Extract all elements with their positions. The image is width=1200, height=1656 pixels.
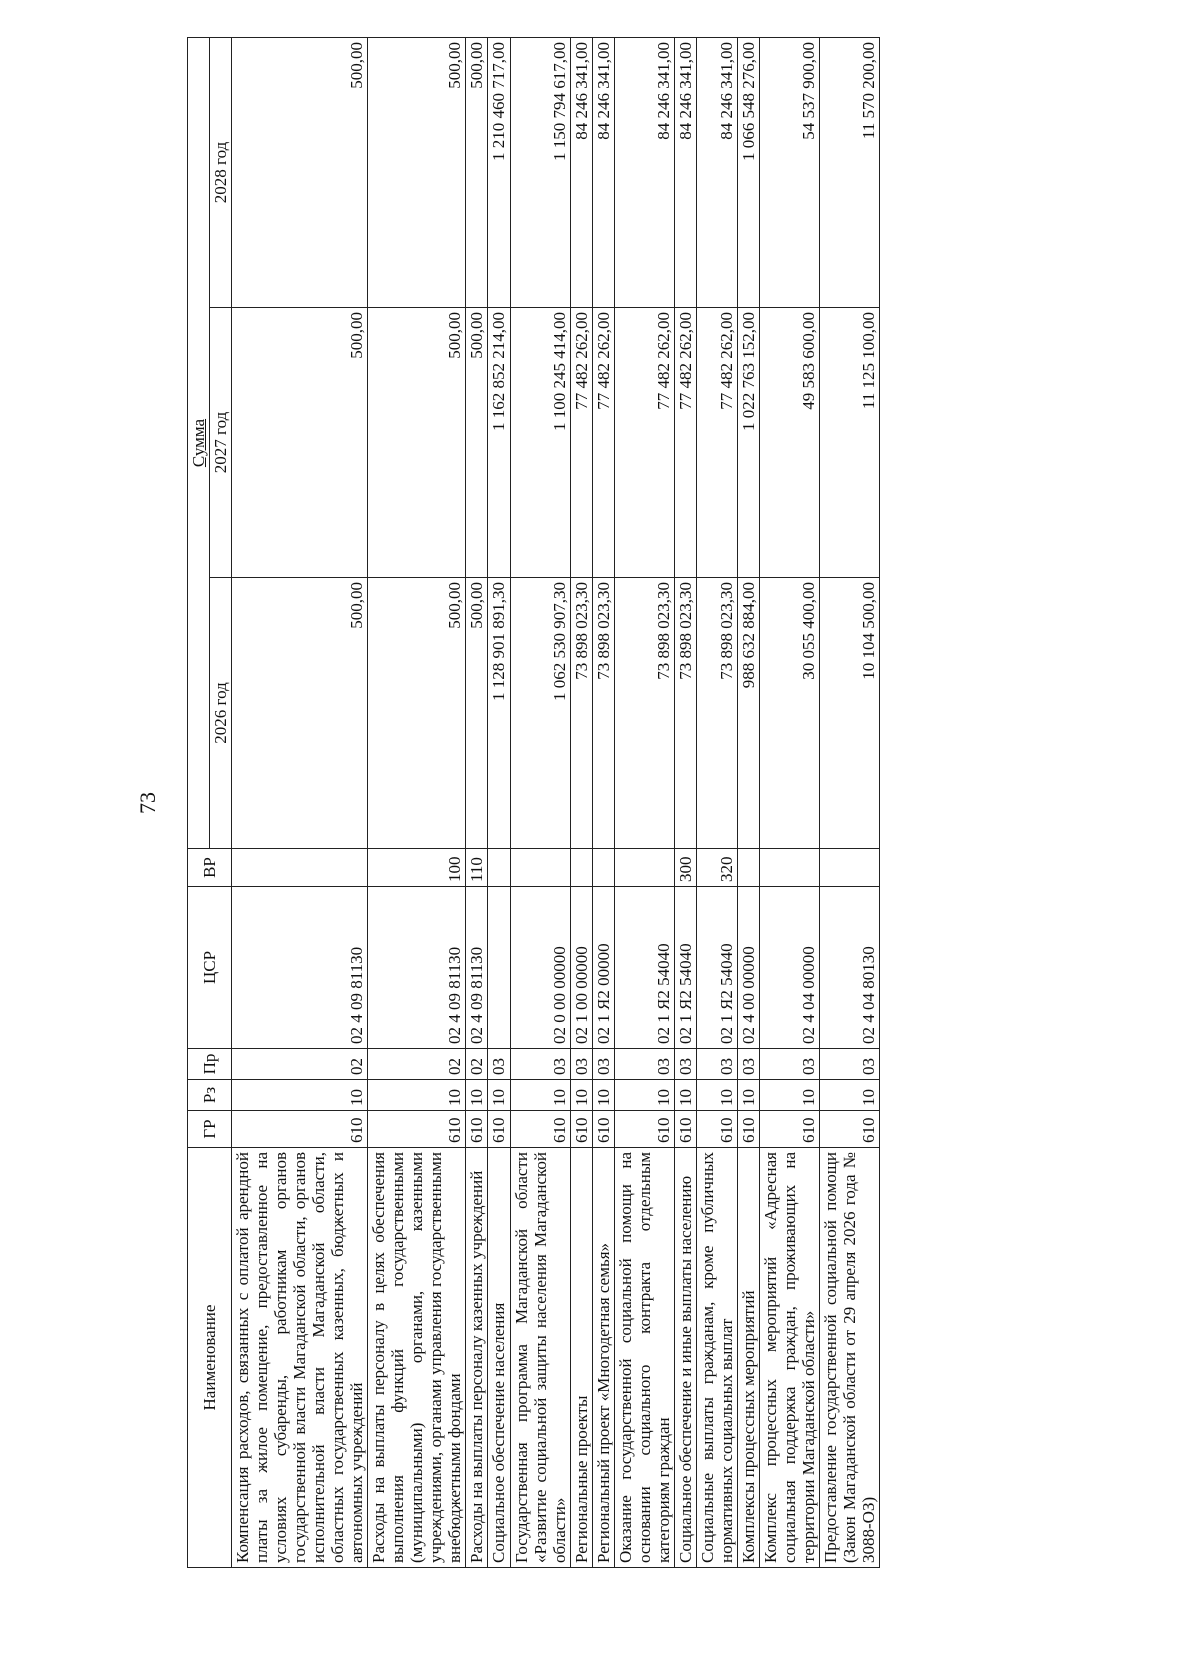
cell-csr [488,887,510,1049]
cell-gr: 610 [592,1111,614,1148]
cell-vr [232,849,368,887]
cell-y2028: 500,00 [232,38,368,308]
cell-name: Комплекс процессных мероприятий «Адресная социальная поддержка граждан, проживающих на территории Магаданской области» [759,1148,819,1568]
cell-y2027: 77 482 262,00 [570,308,592,578]
cell-gr: 610 [819,1111,879,1148]
cell-y2027: 1 100 245 414,00 [510,308,570,578]
cell-name: Региональные проекты [570,1148,592,1568]
cell-y2028: 11 570 200,00 [819,38,879,308]
cell-y2026: 10 104 500,00 [819,578,879,849]
cell-csr: 02 4 09 81130 [368,887,466,1049]
cell-y2026: 500,00 [232,578,368,849]
cell-csr: 02 1 Я2 54040 [696,887,737,1049]
cell-csr: 02 1 Я2 00000 [592,887,614,1049]
cell-rz: 10 [592,1080,614,1111]
cell-pr: 03 [696,1049,737,1080]
cell-pr: 03 [592,1049,614,1080]
cell-y2026: 500,00 [368,578,466,849]
header-rz: Рз [188,1080,232,1111]
cell-pr: 03 [488,1049,510,1080]
cell-gr: 610 [510,1111,570,1148]
table-row [819,38,879,1568]
cell-csr: 02 4 09 81130 [466,887,488,1049]
table-row [510,38,570,1568]
cell-y2027: 77 482 262,00 [674,308,696,578]
cell-rz: 10 [674,1080,696,1111]
cell-vr: 110 [466,849,488,887]
cell-gr: 610 [232,1111,368,1148]
cell-y2028: 84 246 341,00 [592,38,614,308]
header-gr: ГР [188,1111,232,1148]
cell-y2026: 73 898 023,30 [570,578,592,849]
table-row [696,38,737,1568]
cell-y2027: 77 482 262,00 [614,308,674,578]
cell-name: Социальное обеспечение населения [488,1148,510,1568]
cell-y2027: 500,00 [368,308,466,578]
cell-name: Государственная программа Магаданской области «Развитие социальной защиты населения Магаданской области» [510,1148,570,1568]
cell-pr: 02 [232,1049,368,1080]
table-row [759,38,819,1568]
cell-rz: 10 [368,1080,466,1111]
cell-csr: 02 4 04 00000 [759,887,819,1049]
header-name: Наименование [188,1148,232,1568]
cell-name: Предоставление государственной социальной помощи (Закон Магаданской области от 29 апреля 2026 года № 3088-ОЗ) [819,1148,879,1568]
cell-csr: 02 1 Я2 54040 [614,887,674,1049]
cell-pr: 03 [510,1049,570,1080]
cell-csr: 02 4 04 80130 [819,887,879,1049]
cell-name: Расходы на выплаты персоналу казенных учреждений [466,1148,488,1568]
cell-y2028: 54 537 900,00 [759,38,819,308]
cell-name: Оказание государственной социальной помощи на основании социального контракта отдельным категориям граждан [614,1148,674,1568]
cell-y2026: 73 898 023,30 [696,578,737,849]
cell-gr: 610 [759,1111,819,1148]
cell-pr: 03 [614,1049,674,1080]
cell-y2027: 77 482 262,00 [696,308,737,578]
table-row [232,38,368,1568]
cell-rz: 10 [466,1080,488,1111]
cell-name: Социальное обеспечение и иные выплаты населению [674,1148,696,1568]
cell-csr: 02 0 00 00000 [510,887,570,1049]
cell-y2028: 500,00 [466,38,488,308]
cell-y2026: 30 055 400,00 [759,578,819,849]
header-2027: 2027 год [210,308,232,578]
cell-vr: 100 [368,849,466,887]
table-row [570,38,592,1568]
cell-pr: 03 [570,1049,592,1080]
cell-pr: 02 [368,1049,466,1080]
cell-y2028: 1 066 548 276,00 [737,38,759,308]
header-2026: 2026 год [210,578,232,849]
cell-y2026: 73 898 023,30 [592,578,614,849]
header-vr: ВР [188,849,232,887]
cell-vr [510,849,570,887]
cell-gr: 610 [570,1111,592,1148]
table-row [488,38,510,1568]
table-row [592,38,614,1568]
cell-y2028: 84 246 341,00 [696,38,737,308]
cell-y2026: 500,00 [466,578,488,849]
cell-gr: 610 [368,1111,466,1148]
cell-y2027: 1 022 763 152,00 [737,308,759,578]
cell-gr: 610 [737,1111,759,1148]
table-row [674,38,696,1568]
cell-csr: 02 1 Я2 54040 [674,887,696,1049]
cell-y2028: 84 246 341,00 [614,38,674,308]
header-csr: ЦСР [188,887,232,1049]
budget-table [187,37,880,1568]
cell-y2026: 73 898 023,30 [674,578,696,849]
cell-gr: 610 [614,1111,674,1148]
cell-name: Комплексы процессных мероприятий [737,1148,759,1568]
header-sum: Сумма [188,38,210,849]
table-row [614,38,674,1568]
cell-name: Расходы на выплаты персоналу в целях обеспечения выполнения функций государственными (муниципальными) органами, казенными учреждениями, органами управления государственными внебюджетными фондами [368,1148,466,1568]
cell-name: Региональный проект «Многодетная семья» [592,1148,614,1568]
table-row [466,38,488,1568]
cell-vr [737,849,759,887]
rotated-table-container [187,38,902,1568]
cell-rz: 10 [614,1080,674,1111]
cell-vr: 320 [696,849,737,887]
cell-rz: 10 [696,1080,737,1111]
cell-vr [592,849,614,887]
cell-pr: 03 [737,1049,759,1080]
cell-y2026: 1 062 530 907,30 [510,578,570,849]
cell-y2027: 500,00 [466,308,488,578]
cell-name: Социальные выплаты гражданам, кроме публичных нормативных социальных выплат [696,1148,737,1568]
cell-vr [488,849,510,887]
cell-y2028: 1 210 460 717,00 [488,38,510,308]
cell-rz: 10 [232,1080,368,1111]
cell-csr: 02 4 00 00000 [737,887,759,1049]
cell-vr [819,849,879,887]
cell-y2028: 84 246 341,00 [570,38,592,308]
cell-y2028: 1 150 794 617,00 [510,38,570,308]
cell-pr: 03 [759,1049,819,1080]
cell-vr: 300 [674,849,696,887]
cell-rz: 10 [759,1080,819,1111]
cell-rz: 10 [570,1080,592,1111]
cell-gr: 610 [674,1111,696,1148]
cell-y2027: 500,00 [232,308,368,578]
cell-y2026: 988 632 884,00 [737,578,759,849]
cell-pr: 03 [674,1049,696,1080]
cell-vr [759,849,819,887]
cell-vr [614,849,674,887]
cell-gr: 610 [696,1111,737,1148]
cell-rz: 10 [737,1080,759,1111]
cell-y2028: 84 246 341,00 [674,38,696,308]
header-pr: Пр [188,1049,232,1080]
table-row [737,38,759,1568]
cell-y2026: 73 898 023,30 [614,578,674,849]
cell-rz: 10 [488,1080,510,1111]
header-2028: 2028 год [210,38,232,308]
page-number: 73 [135,792,160,814]
cell-y2027: 77 482 262,00 [592,308,614,578]
cell-y2026: 1 128 901 891,30 [488,578,510,849]
cell-y2027: 49 583 600,00 [759,308,819,578]
cell-pr: 03 [819,1049,879,1080]
cell-rz: 10 [819,1080,879,1111]
cell-gr: 610 [466,1111,488,1148]
table-row [368,38,466,1568]
cell-pr: 02 [466,1049,488,1080]
cell-y2027: 11 125 100,00 [819,308,879,578]
cell-name: Компенсация расходов, связанных с оплатой арендной платы за жилое помещение, предоставленное на условиях субаренды, работникам органов государственной власти Магаданской области, органов исполнительной власти Магаданской области, областных государственных казенных, бюджетных и автономных учреждений [232,1148,368,1568]
cell-vr [570,849,592,887]
cell-csr: 02 4 09 81130 [232,887,368,1049]
cell-y2027: 1 162 852 214,00 [488,308,510,578]
cell-gr: 610 [488,1111,510,1148]
cell-y2028: 500,00 [368,38,466,308]
cell-csr: 02 1 00 00000 [570,887,592,1049]
cell-rz: 10 [510,1080,570,1111]
